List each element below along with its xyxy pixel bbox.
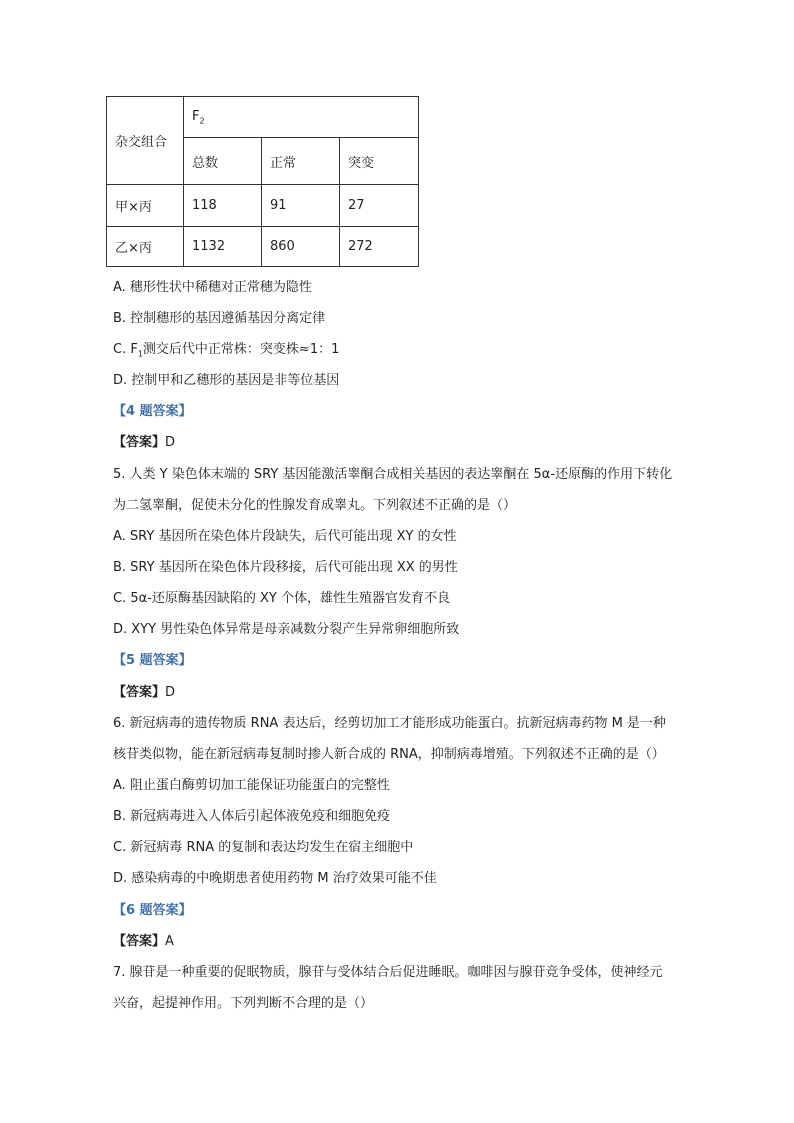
q5-stem-line1: 5. 人类 Y 染色体末端的 SRY 基因能激活睾酮合成相关基因的表达睾酮在 5α-还原酶的作用下转化 <box>113 467 673 482</box>
cell-mutant: 272 <box>340 227 419 267</box>
q5-answer-header: 【5 题答案】 <box>113 653 192 668</box>
q4-option-c-post: 测交后代中正常株：突变株≈1：1 <box>142 342 340 357</box>
q6-option-c: C. 新冠病毒 RNA 的复制和表达均发生在宿主细胞中 <box>113 840 414 855</box>
q6-stem-line2: 核苷类似物，能在新冠病毒复制时掺人新合成的 RNA，抑制病毒增殖。下列叙述不正确的是（） <box>113 747 665 762</box>
q4-answer-header: 【4 题答案】 <box>113 404 192 419</box>
q7-stem-line1: 7. 腺苷是一种重要的促眠物质，腺苷与受体结合后促进睡眠。咖啡因与腺苷竞争受体，使神经元 <box>113 965 663 980</box>
q4-answer <box>113 434 175 452</box>
header-f-label: F <box>192 108 200 124</box>
q6-answer-label: 【答案】 <box>113 934 166 949</box>
header-cross-group: 杂交组合 <box>107 97 184 185</box>
cell-mutant: 27 <box>340 185 419 227</box>
q5-answer <box>113 684 175 702</box>
cell-total: 118 <box>184 185 262 227</box>
q5-answer-label: 【答案】 <box>113 685 166 700</box>
q4-option-a: A. 穗形性状中稀穗对正常穗为隐性 <box>113 280 312 295</box>
q7-stem-line2: 兴奋，起提神作用。下列判断不合理的是（） <box>113 996 374 1011</box>
q4-option-c-pre: C. F <box>113 342 138 357</box>
cell-total: 1132 <box>184 227 262 267</box>
q6-option-a: A. 阻止蛋白酶剪切加工能保证功能蛋白的完整性 <box>113 778 390 793</box>
q4-option-c <box>113 341 339 364</box>
table-row <box>107 227 419 267</box>
q6-answer-header: 【6 题答案】 <box>113 903 192 918</box>
cell-group: 甲×丙 <box>107 185 184 227</box>
cell-group: 乙×丙 <box>107 227 184 267</box>
header-f2 <box>184 97 419 138</box>
q5-option-b: B. SRY 基因所在染色体片段移接，后代可能出现 XX 的男性 <box>113 560 458 575</box>
header-normal: 正常 <box>262 138 340 185</box>
table-row <box>107 185 419 227</box>
header-total: 总数 <box>184 138 262 185</box>
header-f-sub: 2 <box>199 116 205 126</box>
q4-answer-value: D <box>165 435 176 450</box>
q6-answer-value: A <box>165 934 174 949</box>
q6-option-b: B. 新冠病毒进入人体后引起体液免疫和细胞免疫 <box>113 809 391 824</box>
q6-option-d: D. 感染病毒的中晚期患者使用药物 M 治疗效果可能不佳 <box>113 871 437 886</box>
q5-option-c: C. 5α-还原酶基因缺陷的 XY 个体，雄性生殖器官发育不良 <box>113 591 450 606</box>
q5-option-a: A. SRY 基因所在染色体片段缺失，后代可能出现 XY 的女性 <box>113 529 457 544</box>
q5-answer-value: D <box>165 685 176 700</box>
q4-answer-label: 【答案】 <box>113 435 166 450</box>
cell-normal: 860 <box>262 227 340 267</box>
q4-option-c-sub: 1 <box>137 349 143 359</box>
q4-option-b: B. 控制穗形的基因遵循基因分离定律 <box>113 311 326 326</box>
q6-stem-line1: 6. 新冠病毒的遗传物质 RNA 表达后，经剪切加工才能形成功能蛋白。抗新冠病毒药物 M 是一种 <box>113 716 666 731</box>
cell-normal: 91 <box>262 185 340 227</box>
q5-option-d: D. XYY 男性染色体异常是母亲减数分裂产生异常卵细胞所致 <box>113 622 460 637</box>
q4-option-d: D. 控制甲和乙穗形的基因是非等位基因 <box>113 373 340 388</box>
q6-answer <box>113 933 174 951</box>
q5-stem-line2: 为二氢睾酮，促使未分化的性腺发育成睾丸。下列叙述不正确的是（） <box>113 498 517 513</box>
header-mutant: 突变 <box>340 138 419 185</box>
cross-results-table <box>106 96 419 267</box>
table-header-row <box>107 97 419 138</box>
